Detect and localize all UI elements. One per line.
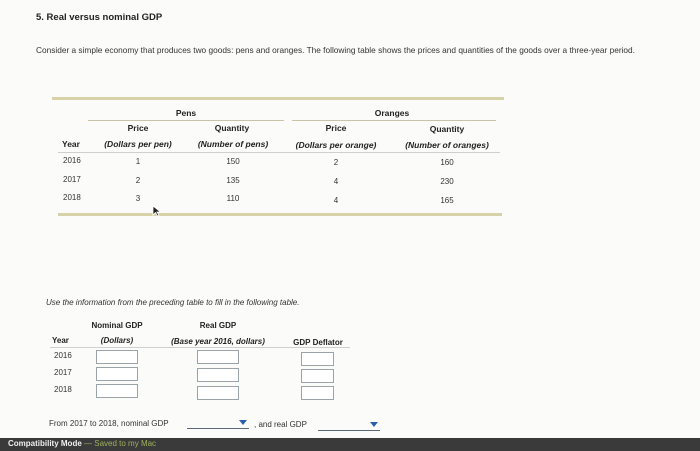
sentence-part-real: , and real GDP — [254, 420, 307, 429]
instruction-text: Use the information from the preceding table to fill in the following table. — [46, 298, 300, 307]
table-cell-pen-price: 3 — [135, 194, 141, 203]
col-unit-orange-price: (Dollars per orange) — [295, 140, 377, 150]
oranges-group-rule — [292, 120, 496, 121]
table-cell-orange-quantity: 165 — [440, 196, 454, 205]
col-header-pen-quantity: Quantity — [214, 123, 250, 133]
gdp-deflator-2016-input[interactable] — [301, 352, 334, 366]
col-header-year: Year — [62, 139, 80, 149]
table-cell-pen-price: 2 — [135, 176, 141, 185]
table-cell-orange-price: 2 — [333, 158, 339, 167]
col-header-pen-price: Price — [127, 123, 149, 133]
table-cell-pen-price: 1 — [135, 157, 141, 166]
table-cell-orange-quantity: 230 — [440, 177, 454, 186]
saved-status-label: Saved to my Mac — [94, 439, 157, 448]
col-header-year: Year — [52, 336, 69, 345]
sentence-part-nominal: From 2017 to 2018, nominal GDP — [49, 419, 169, 428]
gdp-deflator-2017-input[interactable] — [301, 369, 334, 383]
pens-group-rule — [88, 120, 284, 121]
table-cell-orange-quantity: 160 — [440, 158, 454, 167]
table-cell-pen-quantity: 135 — [226, 176, 240, 185]
gdp-deflator-2018-input[interactable] — [301, 386, 334, 400]
year-label: 2016 — [54, 351, 72, 360]
header-divider — [50, 347, 350, 348]
nominal-gdp-change-dropdown[interactable] — [187, 417, 249, 429]
dropdown-arrow-icon — [239, 420, 247, 425]
status-bar — [0, 438, 700, 451]
mouse-cursor-icon — [152, 205, 162, 217]
col-unit-nominal-gdp: (Dollars) — [100, 336, 134, 345]
col-header-real-gdp: Real GDP — [199, 321, 237, 330]
col-header-orange-quantity: Quantity — [429, 124, 465, 134]
table-bottom-rule — [58, 213, 502, 216]
table-row-year: 2018 — [63, 193, 81, 202]
table-cell-pen-quantity: 150 — [226, 157, 240, 166]
col-unit-pen-price: (Dollars per pen) — [104, 139, 172, 149]
col-unit-orange-quantity: (Number of oranges) — [405, 140, 489, 150]
dropdown-arrow-icon — [370, 422, 378, 427]
table-cell-orange-price: 4 — [333, 177, 339, 186]
header-divider — [58, 152, 500, 153]
col-unit-pen-quantity: (Number of pens) — [197, 139, 269, 149]
table-row-year: 2017 — [63, 175, 81, 184]
table-cell-pen-quantity: 110 — [226, 194, 240, 203]
question-title: 5. Real versus nominal GDP — [36, 12, 163, 23]
status-text: Compatibility Mode — Saved to my Mac — [8, 439, 157, 448]
year-label: 2017 — [54, 368, 72, 377]
col-header-nominal-gdp: Nominal GDP — [91, 321, 143, 330]
year-label: 2018 — [54, 385, 72, 394]
real-gdp-2016-input[interactable] — [197, 350, 239, 364]
group-header-oranges: Oranges — [374, 108, 410, 118]
col-header-gdp-deflator: GDP Deflator — [293, 338, 343, 347]
nominal-gdp-2017-input[interactable] — [96, 367, 138, 381]
real-gdp-change-dropdown[interactable] — [318, 419, 380, 431]
group-header-pens: Pens — [175, 108, 197, 118]
question-intro: Consider a simple economy that produces two goods: pens and oranges. The following table shows the prices and quantities of the goods over a three-year period. — [36, 45, 635, 55]
table-cell-orange-price: 4 — [333, 196, 339, 205]
table-top-rule — [52, 97, 504, 100]
nominal-gdp-2018-input[interactable] — [96, 384, 138, 398]
real-gdp-2017-input[interactable] — [197, 368, 239, 382]
col-header-orange-price: Price — [325, 123, 347, 133]
col-unit-real-gdp: (Base year 2016, dollars) — [171, 337, 265, 346]
table-row-year: 2016 — [63, 156, 81, 165]
nominal-gdp-2016-input[interactable] — [96, 350, 138, 364]
real-gdp-2018-input[interactable] — [197, 386, 239, 400]
compatibility-mode-label: Compatibility Mode — [8, 439, 82, 448]
